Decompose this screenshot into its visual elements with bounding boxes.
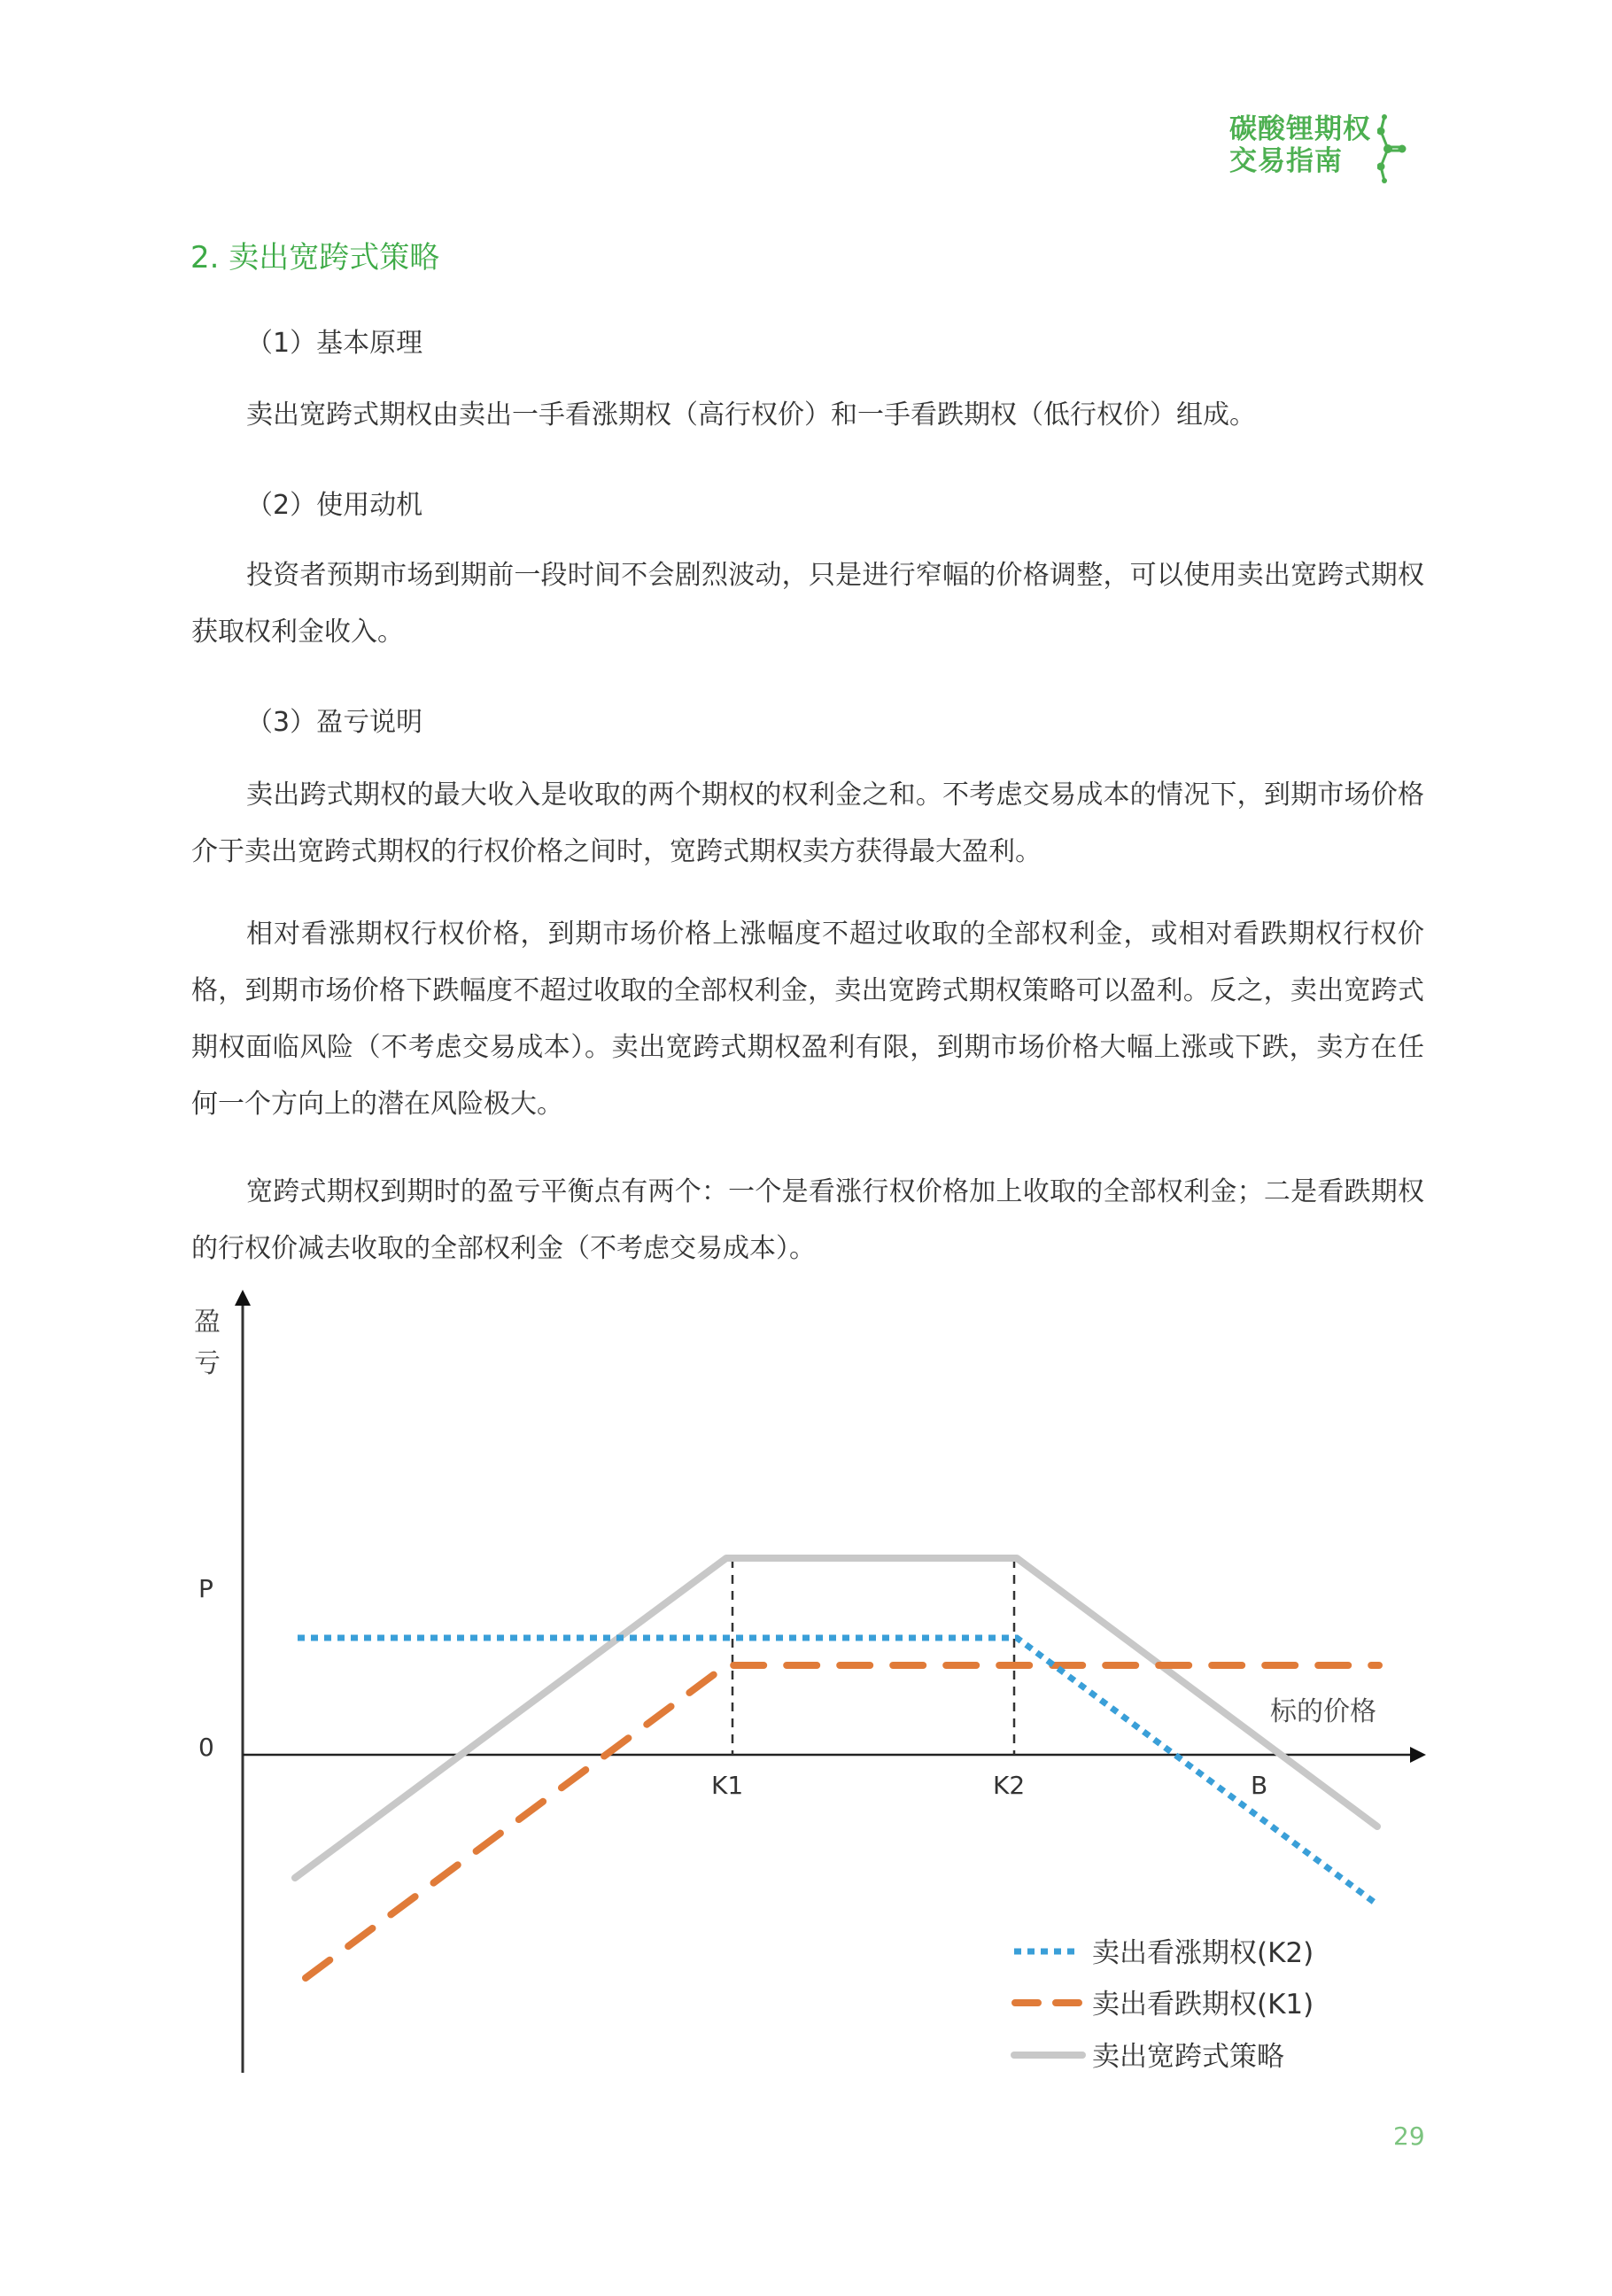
paragraph-breakeven: 宽跨式期权到期时的盈亏平衡点有两个：一个是看涨行权价格加上收取的全部权利金；二是看跌期权的行权价减去收取的全部权利金（不考虑交易成本）。 [191, 1176, 1424, 1264]
subsection-heading-1: （1）基本原理 [246, 328, 423, 359]
legend-label-short-strangle: 卖出宽跨式策略 [1092, 2041, 1284, 2073]
x-axis [243, 1747, 1426, 1763]
x-tick-k2: K2 [993, 1771, 1026, 1800]
brand-line-2: 交易指南 [1229, 145, 1343, 177]
legend-label-short-call: 卖出看涨期权(K2) [1092, 1937, 1314, 1969]
section-title: 2. 卖出宽跨式策略 [190, 240, 440, 275]
page-number: 29 [1393, 2121, 1425, 2151]
series-short-strangle [295, 1558, 1377, 1878]
x-tick-k1: K1 [711, 1771, 744, 1800]
subsection-heading-3: （3）盈亏说明 [246, 707, 423, 738]
y-tick-0: 0 [198, 1733, 214, 1762]
y-axis-label-1: 盈 [194, 1307, 221, 1338]
x-axis-label: 标的价格 [1270, 1696, 1376, 1727]
subsection-heading-2: （2）使用动机 [246, 490, 423, 521]
x-tick-b: B [1251, 1771, 1268, 1800]
paragraph-profit-risk: 相对看涨期权行权价格，到期市场价格上涨幅度不超过收取的全部权利金，或相对看跌期权行权价格，到期市场价格下跌幅度不超过收取的全部权利金，卖出宽跨式期权策略可以盈利。反之，卖出宽跨式期权面临风险（不考虑交易成本）。卖出宽跨式期权盈利有限，到期市场价格大幅上涨或下跌，卖方在任何一个方向上的潜在风险极大。 [191, 919, 1424, 1120]
paragraph-motivation: 投资者预期市场到期前一段时间不会剧烈波动，只是进行窄幅的价格调整，可以使用卖出宽跨式期权获取权利金收入。 [191, 560, 1424, 648]
legend [1014, 1937, 1314, 2073]
paragraph-principle: 卖出宽跨式期权由卖出一手看涨期权（高行权价）和一手看跌期权（低行权价）组成。 [246, 399, 1256, 430]
paragraph-max-income: 卖出跨式期权的最大收入是收取的两个期权的权利金之和。不考虑交易成本的情况下，到期市场价格介于卖出宽跨式期权的行权价格之间时，宽跨式期权卖方获得最大盈利。 [191, 780, 1424, 867]
y-axis [235, 1290, 251, 2073]
brand-line-1: 碳酸锂期权 [1229, 113, 1371, 145]
y-tick-p: P [198, 1574, 213, 1603]
legend-label-short-put: 卖出看跌期权(K1) [1092, 1989, 1314, 2021]
y-axis-label-2: 亏 [194, 1348, 221, 1379]
